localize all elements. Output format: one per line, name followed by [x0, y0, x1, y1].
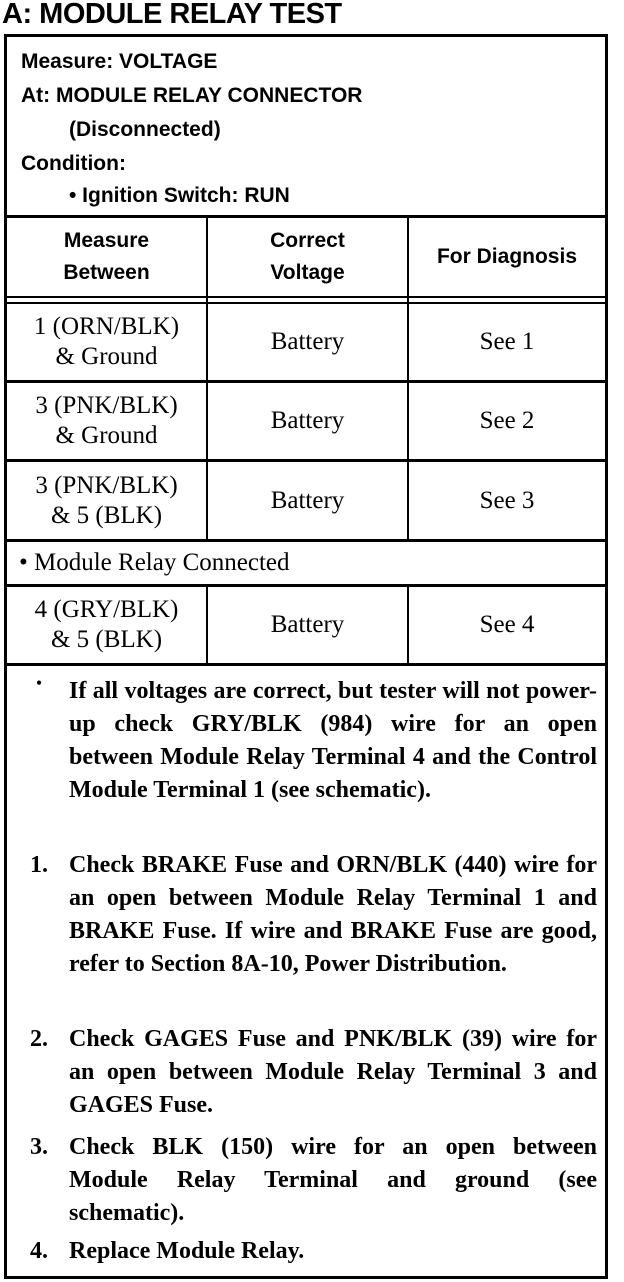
table-row-3-diagnosis: See 3 — [479, 486, 535, 514]
table-row-4-voltage: Battery — [270, 611, 345, 638]
column-divider — [206, 585, 208, 664]
note-text: Check BLK (150) wire for an open between Module Relay Terminal and ground (see schematic). — [69, 1134, 597, 1226]
note-item — [19, 1131, 597, 1230]
note-text: Replace Module Relay. — [69, 1238, 305, 1264]
table-row-1-between: 1 (ORN/BLK) & Ground — [33, 313, 180, 370]
table-row-4-between: 4 (GRY/BLK) & 5 (BLK) — [34, 596, 179, 653]
condition-label: Condition: — [21, 152, 126, 175]
table-row-2-between: 3 (PNK/BLK) & Ground — [35, 392, 178, 449]
note-item — [19, 1235, 597, 1268]
column-header-correct-voltage: Correct Voltage — [270, 229, 345, 284]
table-row-2-diagnosis: See 2 — [479, 407, 535, 434]
disconnected-label: (Disconnected) — [69, 118, 221, 141]
divider — [7, 296, 605, 298]
divider — [7, 663, 605, 666]
table-row-3-voltage: Battery — [270, 486, 345, 514]
test-frame — [4, 34, 608, 1279]
condition-item: • Ignition Switch: RUN — [69, 184, 290, 207]
column-header-for-diagnosis: For Diagnosis — [436, 245, 578, 268]
note-marker: 3. — [30, 1134, 48, 1160]
note-text: Check GAGES Fuse and PNK/BLK (39) wire for an open between Module Relay Terminal 3 and GAGES Fuse. — [69, 1026, 597, 1118]
column-divider — [407, 585, 409, 664]
table-row-1-diagnosis: See 1 — [479, 328, 535, 355]
table-row-3-between: 3 (PNK/BLK) & 5 (BLK) — [35, 471, 178, 529]
note-item — [19, 675, 597, 807]
table-row-2-voltage: Battery — [270, 407, 345, 434]
note-text: If all voltages are correct, but tester will not power-up check GRY/BLK (984) wire for an open between Module Relay Terminal 4 and the Control Module Terminal 1 (see schematic). — [69, 678, 597, 803]
note-marker: 4. — [30, 1238, 48, 1264]
test-conditions — [7, 37, 605, 215]
note-text: Check BRAKE Fuse and ORN/BLK (440) wire for an open between Module Relay Terminal 1 and BRAKE Fuse. If wire and BRAKE Fuse are good, refer to Section 8A-10, Power Distribution. — [69, 852, 597, 977]
column-divider — [407, 217, 409, 540]
note-item — [19, 1023, 597, 1122]
table-row-4-diagnosis: See 4 — [479, 611, 535, 638]
column-divider — [206, 217, 208, 540]
page-title: A: MODULE RELAY TEST — [2, 0, 342, 30]
column-header-measure-between: Measure Between — [63, 229, 150, 284]
table-row-1-voltage: Battery — [270, 328, 345, 355]
note-marker: 2. — [30, 1026, 48, 1052]
at-label: At: MODULE RELAY CONNECTOR — [21, 84, 363, 107]
module-relay-connected-row: • Module Relay Connected — [19, 549, 290, 576]
note-item — [19, 849, 597, 981]
note-marker: • — [36, 675, 42, 692]
measure-label: Measure: VOLTAGE — [21, 50, 218, 73]
note-marker: 1. — [30, 852, 48, 878]
